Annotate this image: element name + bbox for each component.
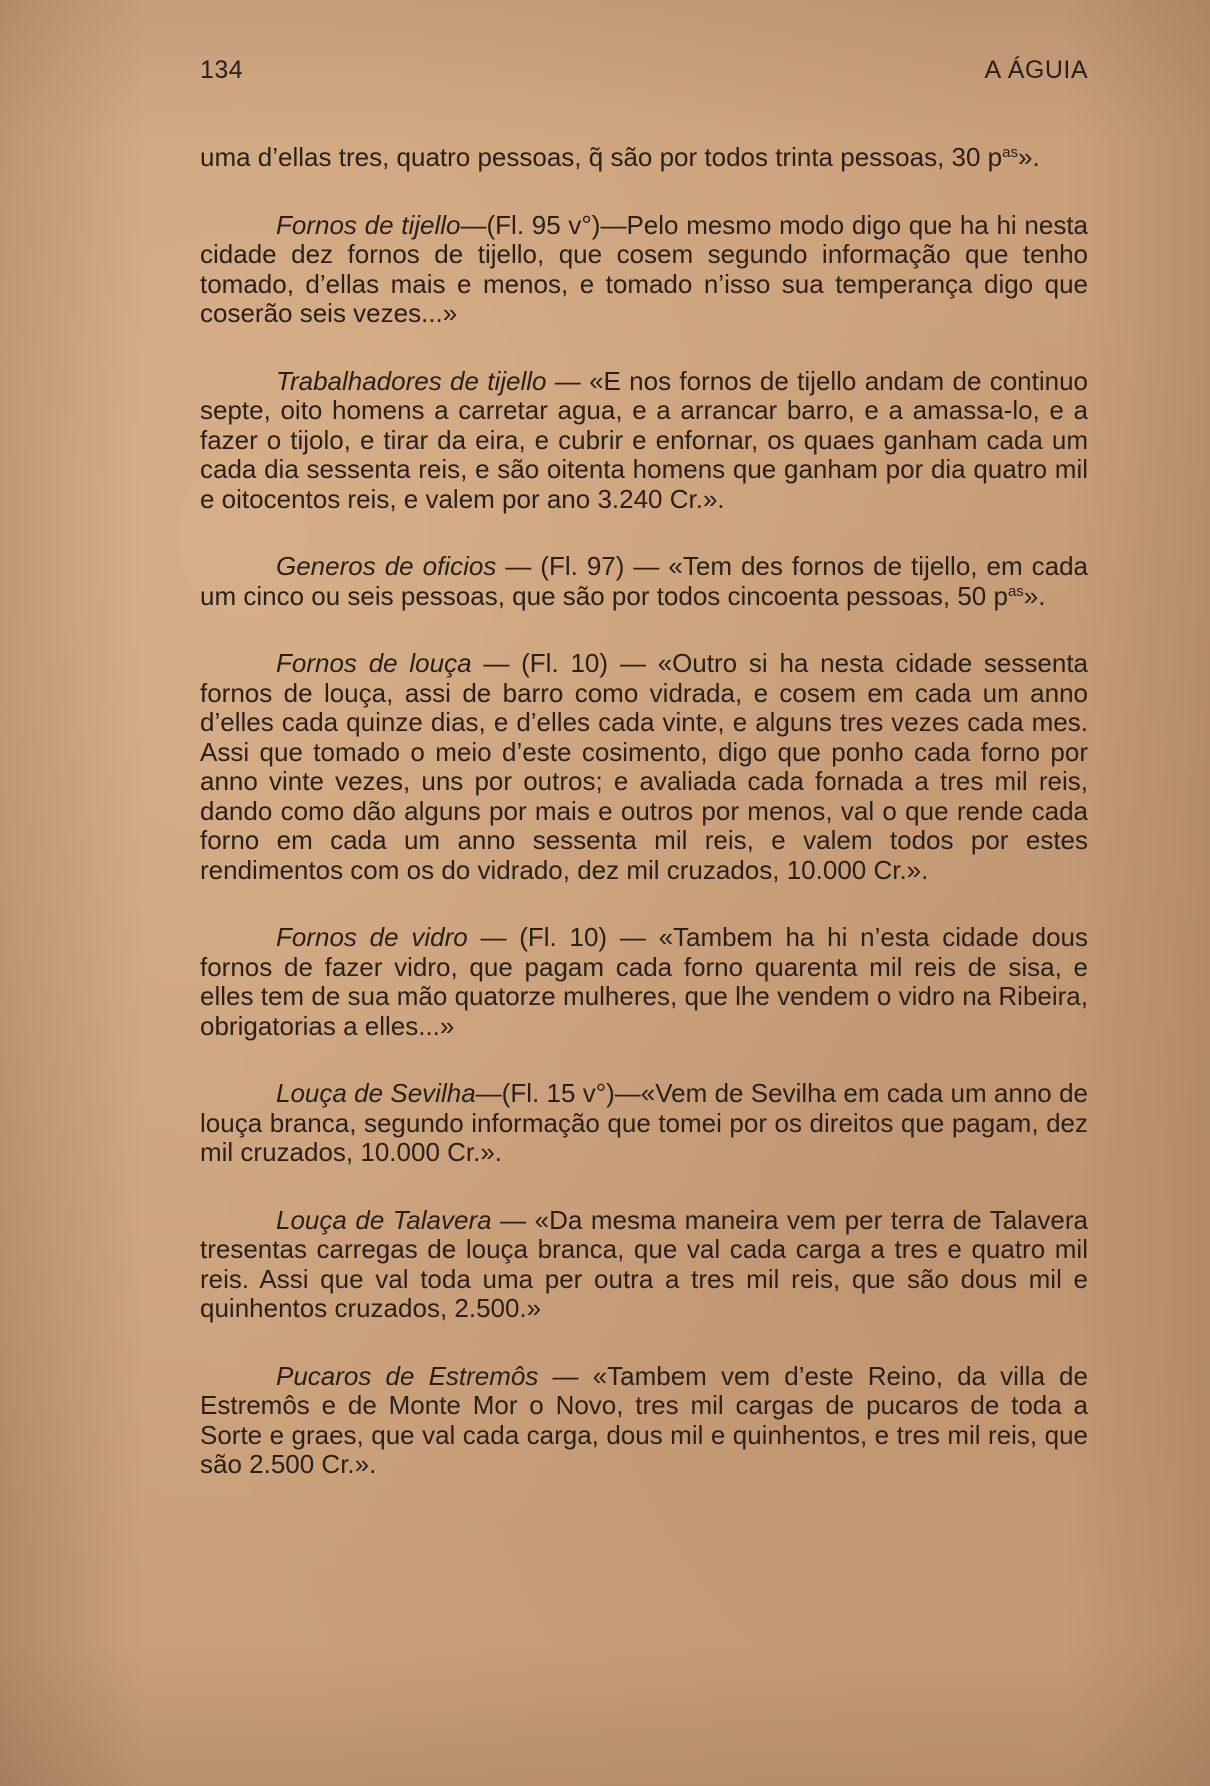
running-title: A ÁGUIA <box>984 56 1088 84</box>
paragraph: Fornos de tijello—(Fl. 95 v°)—Pelo mesmo modo digo que ha hi nesta cidade dez fornos de tijello, que cosem segundo informação que tenho tomado, d’ellas mais e menos, e tomado n’isso sua temperança digo que coserão seis vezes...» <box>200 209 1088 328</box>
entry-title: Fornos de tijello <box>276 209 461 240</box>
paragraph: Fornos de louça — (Fl. 10) — «Outro si ha nesta cidade sessenta fornos de louça, assi de barro como vidrada, e cosem em cada um anno d’elles cada quinze dias, e d’elles cada vinte, e alguns tres vezes cada mes. Assi que tomado o meio d’este cosimento, digo que ponho cada forno por anno vinte vezes, uns por outros; e avaliada cada fornada a tres mil reis, dando como dão alguns por mais e outros por menos, val o que rende cada forno em cada um anno sessenta mil reis, e valem todos por estes rendimentos com os do vidrado, dez mil cruzados, 10.000 Cr.». <box>200 648 1088 885</box>
entry-title: Louça de Talavera <box>276 1204 492 1235</box>
page-header <box>200 56 1088 96</box>
paragraph: uma d’ellas tres, quatro pessoas, q̃ são por todos trinta pessoas, 30 $p^{as}$». <box>200 142 1040 172</box>
entry-title: Pucaros de Estremôs <box>276 1360 539 1391</box>
paragraph: Louça de Talavera — «Da mesma maneira vem per terra de Talavera tresentas carregas de louça branca, que val cada carga a tres e quatro mil reis. Assi que val toda uma per outra a tres mil reis, que são dous mil e quinhentos cruzados, 2.500.» <box>200 1204 1088 1323</box>
paragraph: Generos de oficios — (Fl. 97) — «Tem des fornos de tijello, em cada um cinco ou seis pessoas, que são por todos cincoenta pessoas, 50 $p^{as}$». <box>200 551 1088 611</box>
page-number: 134 <box>200 56 244 84</box>
entry-title: Fornos de vidro <box>276 922 468 952</box>
paragraph: Louça de Sevilha—(Fl. 15 v°)—«Vem de Sevilha em cada um anno de louça branca, segundo informação que tomei por os direitos que pagam, dez mil cruzados, 10.000 Cr.». <box>200 1078 1088 1167</box>
entry-title: Trabalhadores de tijello <box>276 365 547 396</box>
entry-title: Generos de oficios <box>276 551 497 581</box>
paragraph: Pucaros de Estremôs — «Tambem vem d’este Reino, da villa de Estremôs e de Monte Mor o Novo, tres mil cargas de pucaros de toda a Sorte e graes, que val cada carga, dous mil e quinhentos, e tres mil reis, que são 2.500 Cr.». <box>200 1360 1088 1479</box>
body-text <box>200 143 1088 1518</box>
entry-title: Fornos de louça <box>276 648 472 678</box>
paragraph: Trabalhadores de tijello — «E nos fornos de tijello andam de continuo septe, oito homens a carretar agua, e a arrancar barro, e a amassa-lo, e a fazer o tijolo, e tirar da eira, e cubrir e enfornar, os quaes ganham cada um cada dia sessenta reis, e são oitenta homens que ganham por dia quatro mil e oitocentos reis, e valem por ano 3.240 Cr.». <box>200 365 1088 514</box>
entry-title: Louça de Sevilha <box>276 1078 476 1108</box>
paragraph: Fornos de vidro — (Fl. 10) — «Tambem ha hi n’esta cidade dous fornos de fazer vidro, que pagam cada forno quarenta mil reis de sisa, e elles tem de sua mão quatorze mulheres, que lhe vendem o vidro na Ribeira, obrigatorias a elles...» <box>200 922 1088 1041</box>
